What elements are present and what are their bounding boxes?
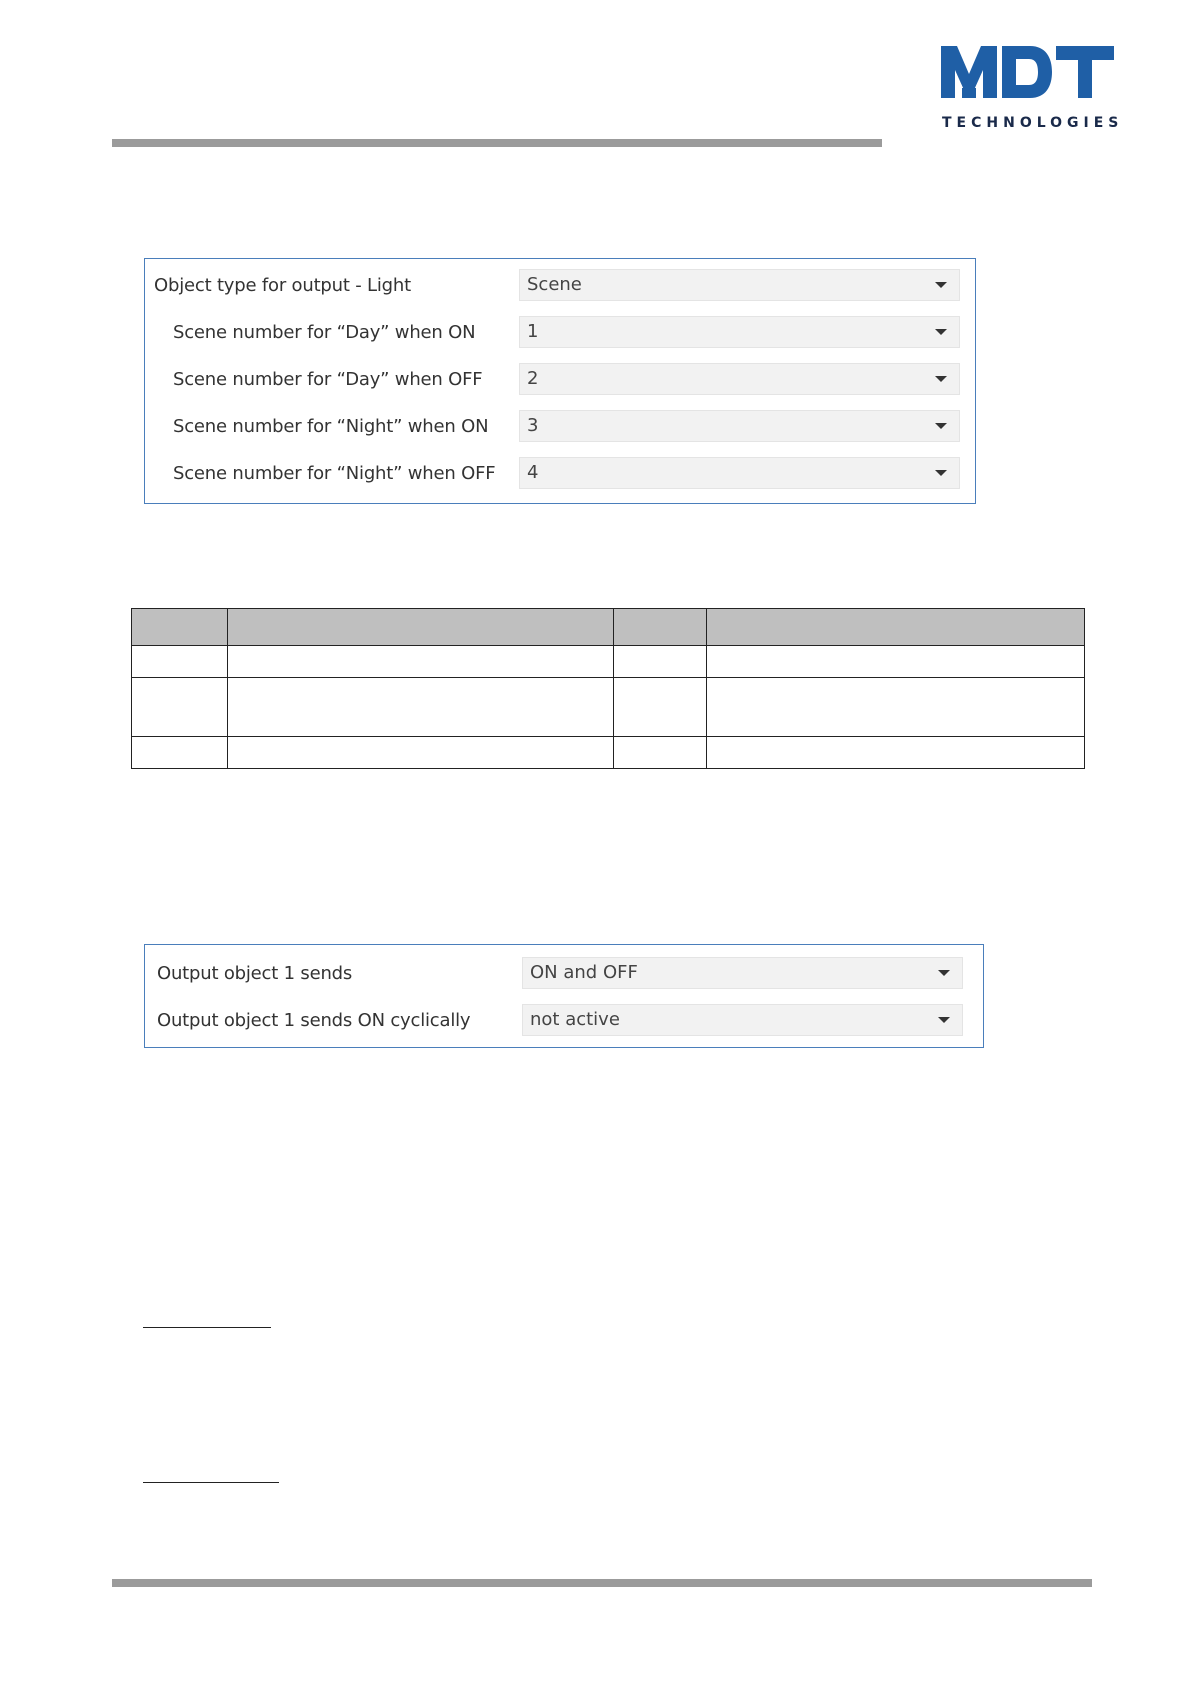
table-header-row	[132, 609, 1085, 646]
output-parameter-panel	[144, 944, 984, 1048]
dropdown-value: 1	[527, 321, 539, 342]
param-label: Scene number for “Day” when OFF	[173, 369, 483, 390]
param-row-output-sends	[145, 957, 983, 991]
param-row-night-on	[145, 410, 975, 444]
param-row-day-on	[145, 316, 975, 350]
table-cell	[614, 737, 707, 769]
param-label: Scene number for “Night” when ON	[173, 416, 489, 437]
table-cell	[707, 646, 1085, 678]
logo-dot	[962, 88, 976, 98]
dropdown-value: 4	[527, 462, 539, 483]
communication-object-table	[131, 608, 1085, 769]
underline-rule	[143, 1482, 279, 1483]
scene-night-on-dropdown[interactable]	[519, 410, 960, 442]
footer-rule	[112, 1579, 1092, 1587]
scene-day-off-dropdown[interactable]	[519, 363, 960, 395]
underline-rule	[143, 1327, 271, 1328]
table-cell	[227, 646, 614, 678]
table-cell	[132, 678, 228, 737]
param-row-day-off	[145, 363, 975, 397]
param-row-night-off	[145, 457, 975, 491]
table-row	[132, 678, 1085, 737]
dropdown-value: Scene	[527, 274, 582, 295]
dropdown-value: ON and OFF	[530, 962, 638, 983]
scene-night-off-dropdown[interactable]	[519, 457, 960, 489]
table-cell	[707, 737, 1085, 769]
dropdown-value: 3	[527, 415, 539, 436]
table-cell	[227, 737, 614, 769]
param-label: Output object 1 sends ON cyclically	[157, 1010, 471, 1031]
table-cell	[614, 678, 707, 737]
table-cell	[707, 678, 1085, 737]
param-row-output-cyclic	[145, 1004, 983, 1038]
table-cell	[227, 678, 614, 737]
object-type-dropdown[interactable]	[519, 269, 960, 301]
table-cell	[614, 646, 707, 678]
table-header-cell	[707, 609, 1085, 646]
table-row	[132, 737, 1085, 769]
chevron-down-icon	[938, 1017, 950, 1023]
logo-subtitle: TECHNOLOGIES	[942, 115, 1124, 131]
logo-letter-t	[1056, 46, 1114, 98]
param-row-object-type	[145, 269, 975, 303]
dropdown-value: not active	[530, 1009, 620, 1030]
dropdown-value: 2	[527, 368, 539, 389]
chevron-down-icon	[935, 376, 947, 382]
scene-day-on-dropdown[interactable]	[519, 316, 960, 348]
chevron-down-icon	[935, 423, 947, 429]
chevron-down-icon	[935, 282, 947, 288]
chevron-down-icon	[935, 329, 947, 335]
param-label: Object type for output - Light	[154, 275, 411, 296]
chevron-down-icon	[938, 970, 950, 976]
output-sends-dropdown[interactable]	[522, 957, 963, 989]
table-cell	[132, 646, 228, 678]
scene-parameter-panel	[144, 258, 976, 504]
output-cyclic-dropdown[interactable]	[522, 1004, 963, 1036]
table-header-cell	[132, 609, 228, 646]
chevron-down-icon	[935, 470, 947, 476]
param-label: Scene number for “Day” when ON	[173, 322, 476, 343]
table-cell	[132, 737, 228, 769]
header-rule	[112, 139, 882, 147]
param-label: Scene number for “Night” when OFF	[173, 463, 496, 484]
table-row	[132, 646, 1085, 678]
table-header-cell	[227, 609, 614, 646]
logo-letter-d	[1002, 46, 1052, 98]
table-header-cell	[614, 609, 707, 646]
param-label: Output object 1 sends	[157, 963, 353, 984]
